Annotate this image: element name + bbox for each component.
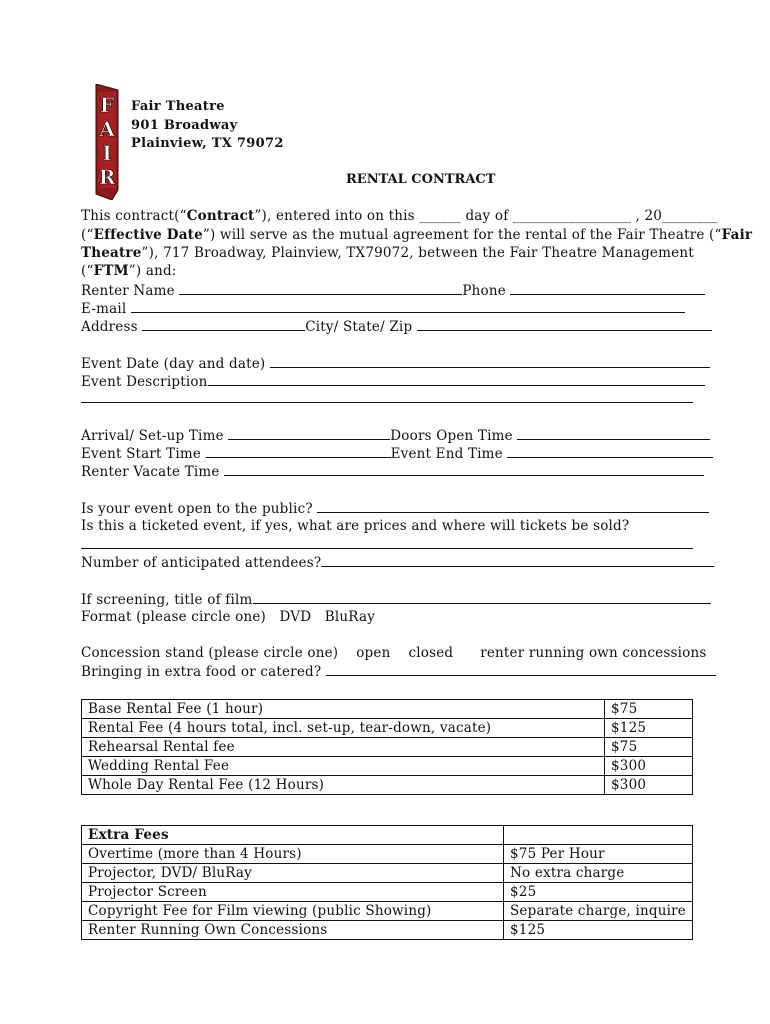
screening-field[interactable] [253, 591, 711, 604]
fee-price: $125 [605, 719, 693, 738]
fee-label: Base Rental Fee (1 hour) [82, 700, 605, 719]
theatre-street: 901 Broadway [131, 118, 238, 133]
event-date-field[interactable] [270, 355, 710, 368]
address-field[interactable] [142, 318, 305, 331]
fee-label: Wedding Rental Fee [82, 757, 605, 776]
fee-price: $75 [605, 738, 693, 757]
phone-field[interactable] [510, 282, 705, 295]
fee-price: No extra charge [503, 864, 692, 883]
logo-letter: R [98, 165, 116, 189]
table-row [82, 902, 693, 921]
screening-label: If screening, title of film [81, 592, 253, 608]
event-start-label: Event Start Time [81, 446, 202, 462]
phone-label: Phone [462, 283, 506, 299]
fee-price: $75 [605, 700, 693, 719]
attendees-field[interactable] [321, 554, 714, 567]
extra-food-row [81, 663, 716, 680]
open-public-row [81, 500, 709, 517]
arrival-field[interactable] [228, 427, 390, 440]
fee-label: Rental Fee (4 hours total, incl. set-up, tear-down, vacate) [82, 719, 605, 738]
table-row [82, 826, 693, 845]
attendees-row [81, 554, 714, 571]
event-end-field[interactable] [507, 445, 713, 458]
format-option-dvd[interactable]: DVD [279, 609, 312, 625]
vacate-row [81, 463, 704, 480]
table-row [82, 776, 693, 795]
table-row [82, 738, 693, 757]
open-public-label: Is your event open to the public? [81, 501, 313, 517]
email-field[interactable] [131, 300, 685, 313]
vacate-label: Renter Vacate Time [81, 464, 220, 480]
fee-label: Projector, DVD/ BluRay [82, 864, 504, 883]
event-description-label: Event Description [81, 374, 208, 390]
event-date-row [81, 355, 710, 372]
renter-name-label: Renter Name [81, 283, 175, 299]
extra-fees-table [81, 825, 693, 940]
intro-line-4: (“FTM”) and: [81, 263, 177, 279]
logo-letter: A [99, 117, 115, 141]
address-label: Address [81, 319, 138, 335]
table-row [82, 883, 693, 902]
fee-price: $300 [605, 776, 693, 795]
table-row [82, 921, 693, 940]
fee-price: $25 [503, 883, 692, 902]
concession-option-open[interactable]: open [356, 645, 391, 661]
fee-price: $75 Per Hour [503, 845, 692, 864]
logo-letter: F [99, 93, 115, 117]
fee-price: $300 [605, 757, 693, 776]
open-public-field[interactable] [317, 500, 709, 513]
renter-name-row [81, 282, 705, 299]
ticketed-label: Is this a ticketed event, if yes, what are prices and where will tickets be sold? [81, 518, 630, 534]
table-row [82, 719, 693, 738]
concession-option-closed[interactable]: closed [408, 645, 454, 661]
email-label: E-mail [81, 301, 127, 317]
table-row [82, 757, 693, 776]
event-start-field[interactable] [206, 445, 391, 458]
event-description-row [81, 373, 705, 390]
fee-label: Overtime (more than 4 Hours) [82, 845, 504, 864]
fee-label: Projector Screen [82, 883, 504, 902]
concession-option-renter[interactable]: renter running own concessions [480, 645, 707, 661]
event-start-row [81, 445, 713, 462]
address-row [81, 318, 712, 335]
intro-line-3: Theatre”), 717 Broadway, Plainview, TX79072, between the Fair Theatre Management [81, 245, 694, 261]
table-row [82, 700, 693, 719]
event-description-field[interactable] [208, 373, 705, 386]
arrival-row [81, 427, 710, 444]
theatre-name: Fair Theatre [131, 99, 225, 114]
intro-line-1: This contract(“Contract”), entered into on this ______ day of _________________ , 20________ [81, 208, 718, 224]
arrival-label: Arrival/ Set-up Time [81, 428, 224, 444]
event-date-label: Event Date (day and date) [81, 356, 266, 372]
concession-row [81, 645, 707, 661]
fair-theatre-logo [92, 84, 122, 200]
doors-open-label: Doors Open Time [390, 428, 513, 444]
doors-open-field[interactable] [517, 427, 710, 440]
fee-price [503, 826, 692, 845]
event-end-label: Event End Time [390, 446, 503, 462]
city-state-zip-field[interactable] [417, 318, 712, 331]
fee-price: $125 [503, 921, 692, 940]
email-row [81, 300, 685, 317]
concession-label: Concession stand (please circle one) [81, 645, 339, 661]
vacate-field[interactable] [224, 463, 704, 476]
page-title: RENTAL CONTRACT [346, 172, 496, 187]
extra-fees-heading: Extra Fees [82, 826, 504, 845]
renter-name-field[interactable] [179, 282, 462, 295]
extra-food-field[interactable] [326, 663, 716, 676]
fee-label: Whole Day Rental Fee (12 Hours) [82, 776, 605, 795]
extra-food-label: Bringing in extra food or catered? [81, 664, 322, 680]
fee-label: Renter Running Own Concessions [82, 921, 504, 940]
fee-price: Separate charge, inquire [503, 902, 692, 921]
rental-fees-table [81, 699, 693, 795]
fee-label: Rehearsal Rental fee [82, 738, 605, 757]
logo-letter: I [102, 141, 112, 165]
fee-label: Copyright Fee for Film viewing (public Showing) [82, 902, 504, 921]
format-option-bluray[interactable]: BluRay [324, 609, 376, 625]
ticketed-field[interactable] [81, 548, 693, 549]
attendees-label: Number of anticipated attendees? [81, 555, 322, 571]
format-row [81, 609, 375, 625]
table-row [82, 864, 693, 883]
screening-row [81, 591, 711, 608]
event-description-line-2[interactable] [81, 402, 693, 403]
theatre-city: Plainview, TX 79072 [131, 136, 284, 151]
intro-line-2: (“Effective Date”) will serve as the mutual agreement for the rental of the Fair Theatre (“Fair [81, 227, 753, 243]
table-row [82, 845, 693, 864]
city-state-zip-label: City/ State/ Zip [305, 319, 413, 335]
format-label: Format (please circle one) [81, 609, 267, 625]
